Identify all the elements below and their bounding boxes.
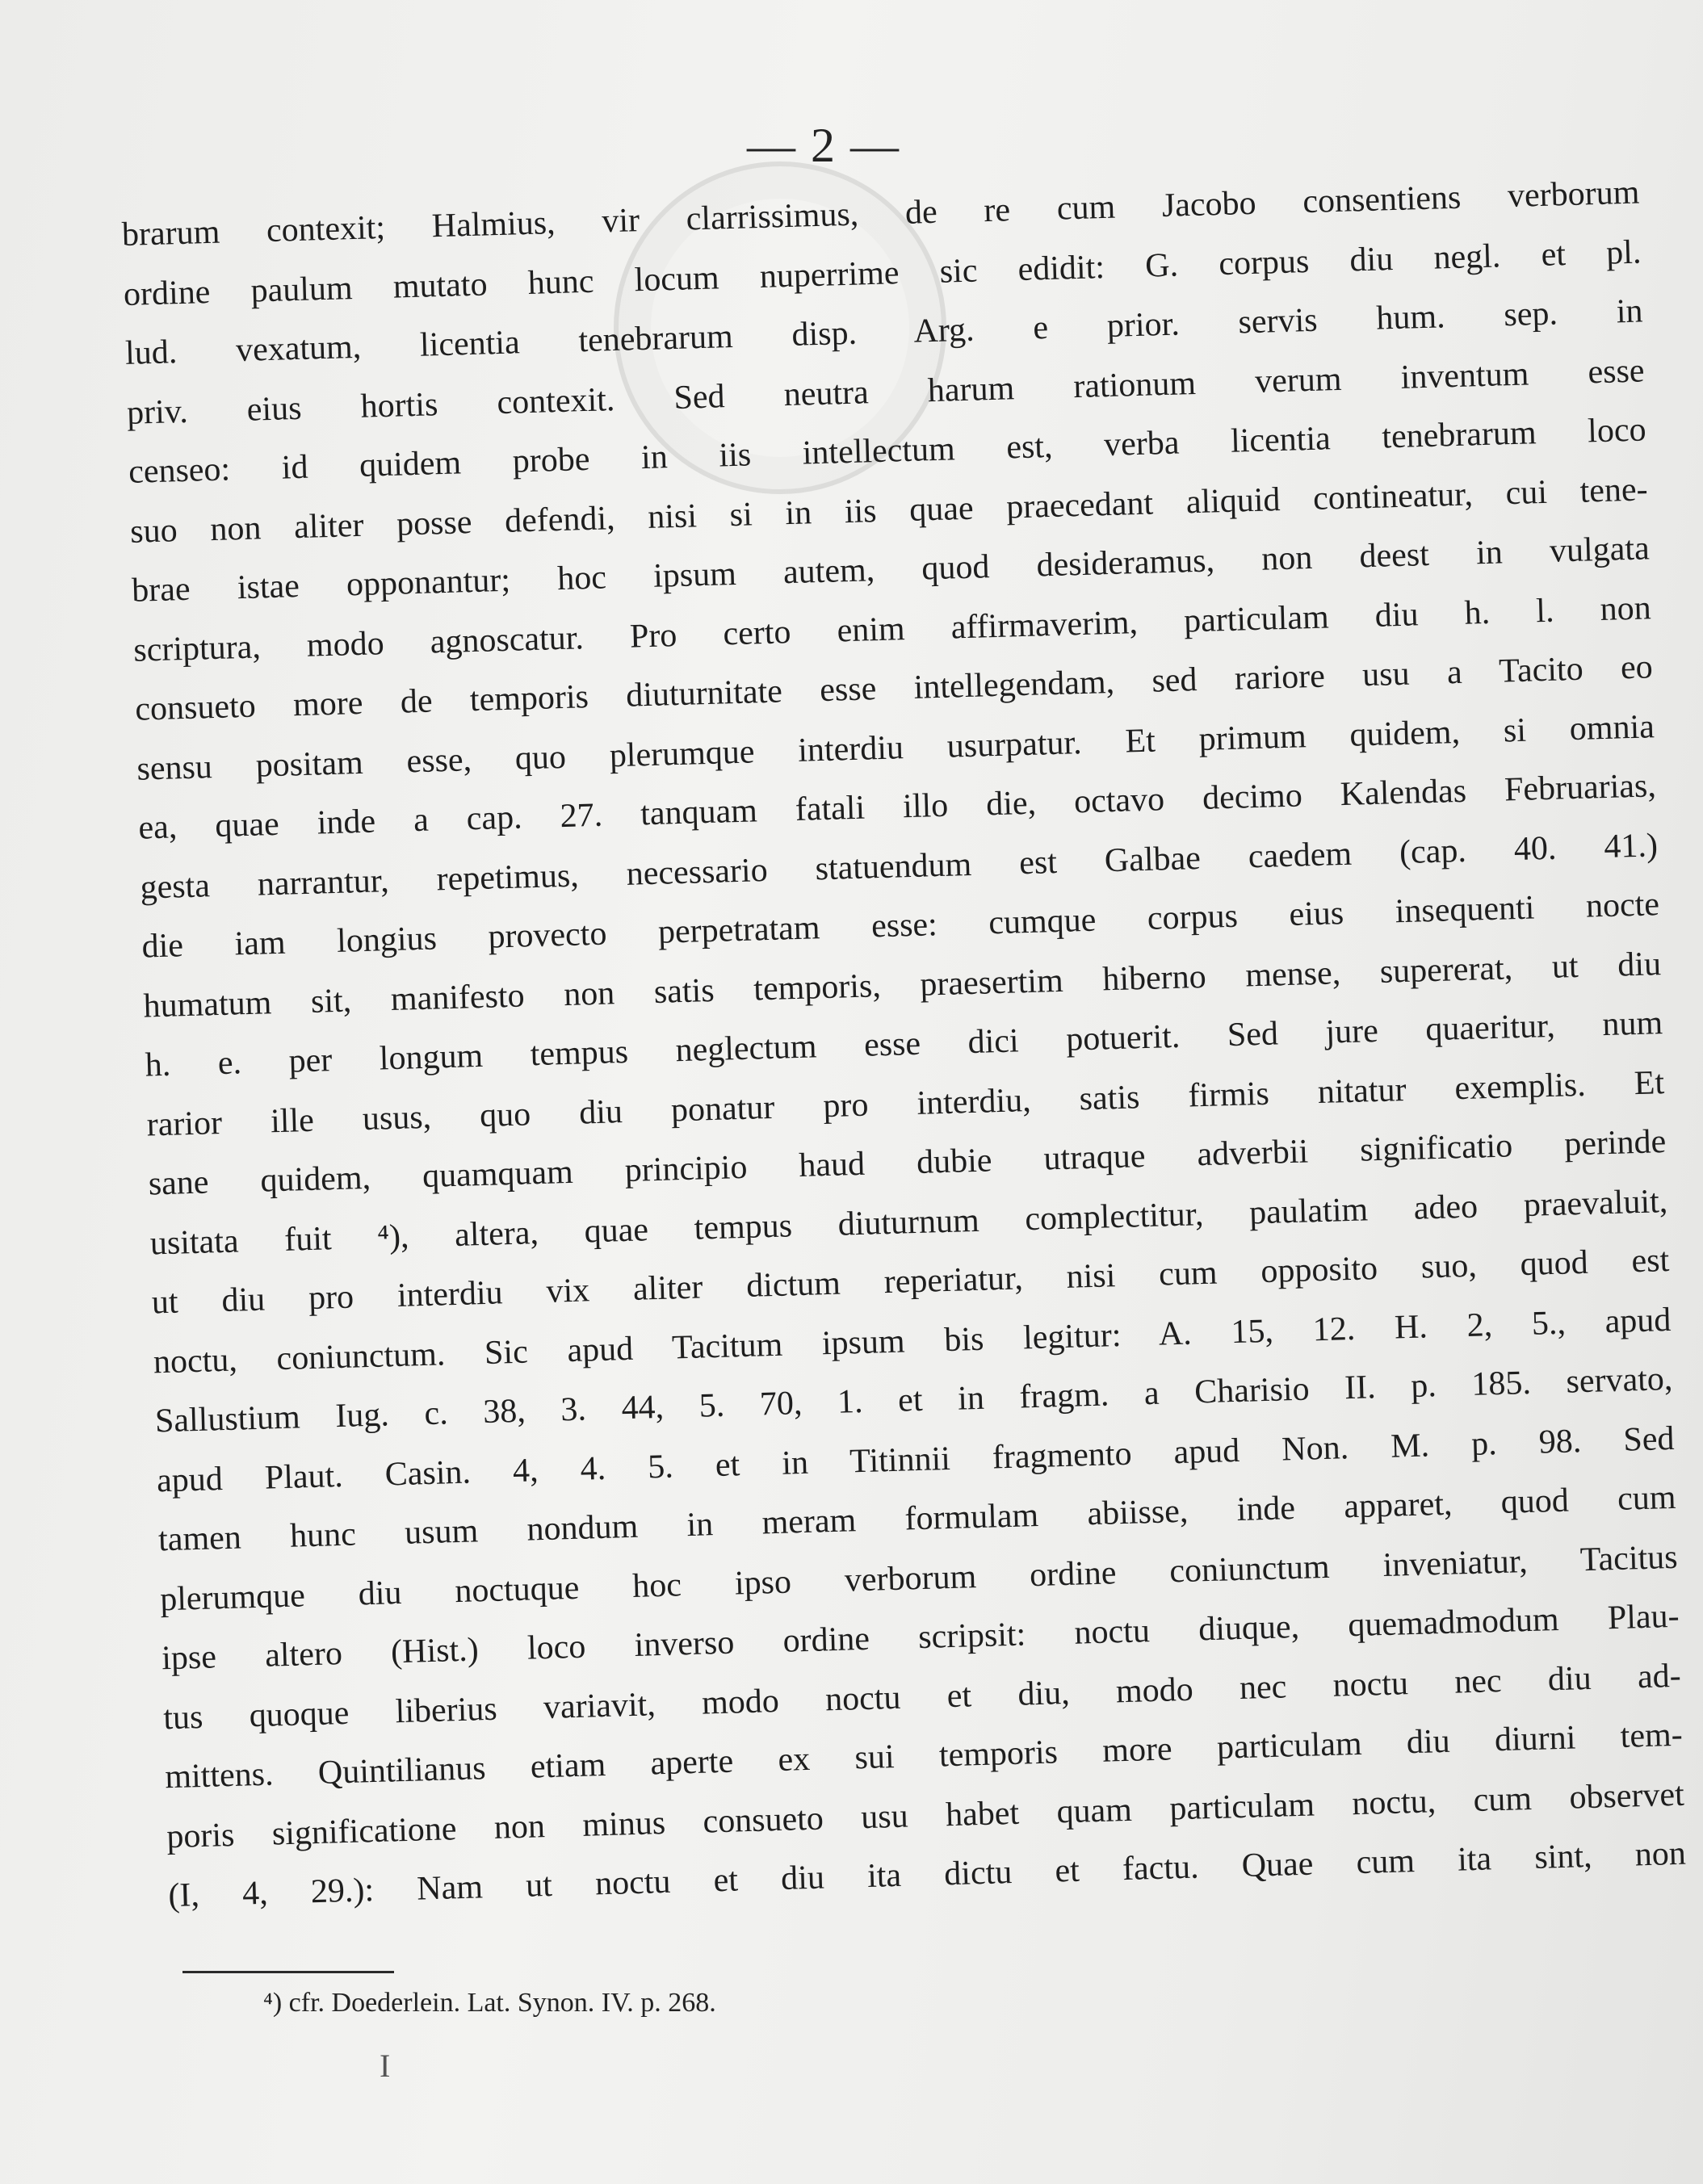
text-line: poris significatione non minus consueto usu habet quam particulam noctu, cum observet [166, 1775, 1685, 1855]
text-line: apud Plaut. Casin. 4, 4. 5. et in Titinnii fragmento apud Non. M. p. 98. Sed [156, 1419, 1676, 1499]
text-line: die iam longius provecto perpetratam esse: cumque corpus eius insequenti nocte [141, 886, 1660, 966]
text-line: noctu, coniunctum. Sic apud Tacitum ipsum bis legitur: A. 15, 12. H. 2, 5., apud [153, 1301, 1672, 1381]
text-line: mittens. Quintilianus etiam aperte ex sui temporis more particulam diu diurni tem- [164, 1716, 1684, 1796]
text-line: rarior ille usus, quo diu ponatur pro interdiu, satis firmis nitatur exemplis. Et [146, 1063, 1665, 1144]
text-line: censeo: id quidem probe in iis intellectum est, verba licentia tenebrarum loco [128, 411, 1647, 491]
text-line: usitata fuit ⁴), altera, quae tempus diuturnum complectitur, paulatim adeo praevaluit, [149, 1182, 1668, 1262]
text-line: gesta narrantur, repetimus, necessario statuendum est Galbae caedem (cap. 40. 41.) [139, 826, 1659, 907]
text-line: sane quidem, quamquam principio haud dubie utraque adverbii significatio perinde [148, 1123, 1667, 1203]
footnote-rule [182, 1971, 394, 1973]
text-line: sensu positam esse, quo plerumque interdiu usurpatur. Et primum quidem, si omnia [136, 707, 1655, 788]
text-line: brarum contexit; Halmius, vir clarrissimus, de re cum Jacobo consentiens verborum [121, 174, 1640, 254]
text-line: h. e. per longum tempus neglectum esse dici potuerit. Sed jure quaeritur, num [145, 1004, 1663, 1084]
text-line: consueto more de temporis diuturnitate esse intellegendam, sed rariore usu a Tacito eo [134, 648, 1654, 728]
text-line: tus quoque liberius variavit, modo noctu et diu, modo nec noctu nec diu ad- [162, 1657, 1682, 1737]
text-line: ipse altero (Hist.) loco inverso ordine scripsit: noctu diuque, quemadmodum Plau- [161, 1597, 1680, 1678]
text-line: humatum sit, manifesto non satis temporis, praesertim hiberno mense, supererat, ut diu [143, 945, 1662, 1025]
text-line: plerumque diu noctuque hoc ipso verborum ordine coniunctum inveniatur, Tacitus [159, 1538, 1679, 1618]
body-text [121, 164, 1687, 1926]
text-line: Sallustium Iug. c. 38, 3. 44, 5. 70, 1. et in fragm. a Charisio II. p. 185. servato, [154, 1360, 1673, 1440]
text-line: brae istae opponantur; hoc ipsum autem, quod desideramus, non deest in vulgata [131, 530, 1651, 610]
text-line: priv. eius hortis contexit. Sed neutra harum rationum verum inventum esse [126, 351, 1646, 432]
signature-mark: I [380, 2048, 391, 2084]
text-line: ordine paulum mutato hunc locum nuperrime sic edidit: G. corpus diu negl. et pl. [123, 233, 1642, 313]
text-line: tamen hunc usum nondum in meram formulam abiisse, inde apparet, quod cum [157, 1478, 1677, 1559]
text-line: suo non aliter posse defendi, nisi si in iis quae praecedant aliquid contineatur, cui tene- [129, 470, 1649, 551]
text-line: ut diu pro interdiu vix aliter dictum reperiatur, nisi cum opposito suo, quod est [151, 1241, 1670, 1322]
page-number: — 2 — [747, 119, 900, 172]
text-line: lud. vexatum, licentia tenebrarum disp. Arg. e prior. servis hum. sep. in [124, 292, 1644, 372]
text-line: (I, 4, 29.): Nam ut noctu et diu ita dictu et factu. Quae cum ita sint, non [167, 1834, 1687, 1915]
text-line: scriptura, modo agnoscatur. Pro certo enim affirmaverim, particulam diu h. l. non [132, 589, 1652, 669]
footnote: ⁴) cfr. Doederlein. Lat. Synon. IV. p. 268. [263, 1988, 716, 2018]
text-line: ea, quae inde a cap. 27. tanquam fatali illo die, octavo decimo Kalendas Februarias, [137, 767, 1657, 847]
